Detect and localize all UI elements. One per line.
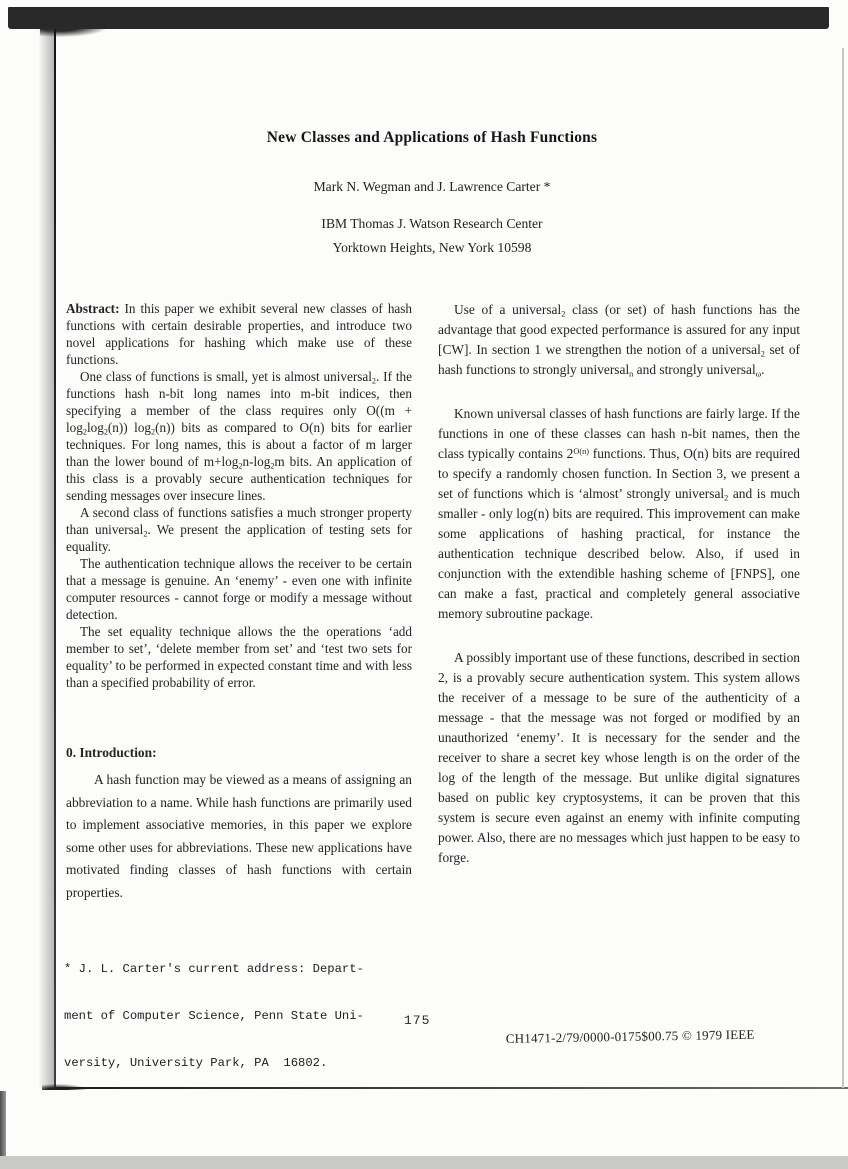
paper-title: New Classes and Applications of Hash Functions [266,129,598,146]
abstract-paragraph-1 [66,300,412,368]
abstract-paragraph-5: The set equality technique allows the the operations ‘add member to set’, ‘delete member from set’ and ‘test two sets for equality’ to be performed in expected constant time and with less than a specified probability of error. [66,624,412,690]
right-paragraph-2: Known universal classes of hash functions are fairly large. If the functions in one of these classes can hash n-bit names, then the class typically contains $2^{O(n)}$ functions. Thus, O(n) bits are required to specify a randomly chosen function. In Section 3, we present a set of functions which is ‘almost’ strongly universal$_2$ and is much smaller - only log(n) bits are required. This improvement can make some applications of hashing practical, for instance the authentication technique described below. Also, if used in conjunction with the extendible hashing scheme of [FNPS], one can make a fast, practical and completely general associative memory subroutine package. [438,406,801,621]
footnote-line: versity, University Park, PA 16802. [64,1055,328,1070]
scan-left-edge-shadow [38,29,54,1088]
footnote-line: * J. L. Carter's current address: Depart- [64,962,364,977]
introduction-heading: 0. Introduction: [66,745,157,760]
affiliation-line-2: Yorktown Heights, New York 10598 [332,240,532,255]
page-number: 175 [404,1013,431,1028]
abstract-section [66,300,412,691]
scan-right-edge [842,48,844,1088]
abstract-paragraph-1-text: In this paper we exhibit several new classes of hash functions with certain desirable properties, and introduce two novel applications for hashing which make use of these functions. [66,301,412,367]
scan-bottom-band [0,1156,848,1169]
author-footnote [64,931,434,1103]
introduction-section [66,745,412,904]
abstract-label: Abstract: [66,301,120,316]
authors-line: Mark N. Wegman and J. Lawrence Carter * [313,179,551,194]
right-column [438,300,800,892]
scan-top-edge [8,7,829,29]
introduction-paragraph: A hash function may be viewed as a means of assigning an abbreviation to a name. While hash functions are primarily used to implement associative memories, in this paper we explore some other uses for abbreviations. These new applications have motivated finding classes of hash functions with certain properties. [66,772,412,900]
abstract-paragraph-2: One class of functions is small, yet is almost universal$_2$. If the functions hash n-bit long names into m-bit indices, then specifying a member of the class requires only $O((m + \log_2\log_2(n))$ $\log_2(n)$) bits as compared to O(n) bits for earlier techniques. For long names, this is about a factor of m larger than the lower bound of $m+\log_2n-\log_2m$ bits. An application of this class is a provably secure authentication techniques for sending messages over insecure lines. [66,369,412,503]
abstract-paragraph-3: A second class of functions satisfies a much stronger property than universal$_2$. We present the application of testing sets for equality. [66,505,412,554]
scan-left-edge [54,29,56,1088]
right-paragraph-3: A possibly important use of these functions, described in section 2, is a provably secure authentication system. This system allows the receiver of a message to be sure of the authenticity of a message - that the message was not forged or modified by an unauthorized ‘enemy’. It is necessary for the sender and the receiver to share a secret key whose length is on the order of the log of the length of the message. But unlike digital signatures based on public key cryptosystems, it can be proven that this system is secure even against an enemy with infinite computing power. Also, there are no messages which just happen to be easy to forge. [438,650,800,865]
affiliation-line-1: IBM Thomas J. Watson Research Center [321,216,543,231]
copyright-line: CH1471-2/79/0000-0175$00.75 © 1979 IEEE [505,1026,755,1047]
scan-top-left-blob [40,27,160,42]
right-paragraph-1: Use of a universal$_2$ class (or set) of hash functions has the advantage that good expected performance is assured for any input [CW]. In section 1 we strengthen the notion of a universal$_2$ set of hash functions to strongly universal$_n$ and strongly universal$_\omega$. [438,302,800,379]
footnote-line: ment of Computer Science, Penn State Uni- [64,1008,364,1023]
abstract-paragraph-4: The authentication technique allows the receiver to be certain that a message is genuine. An ‘enemy’ - even one with infinite computer resources - cannot forge or modify a message without detection. [66,556,412,622]
